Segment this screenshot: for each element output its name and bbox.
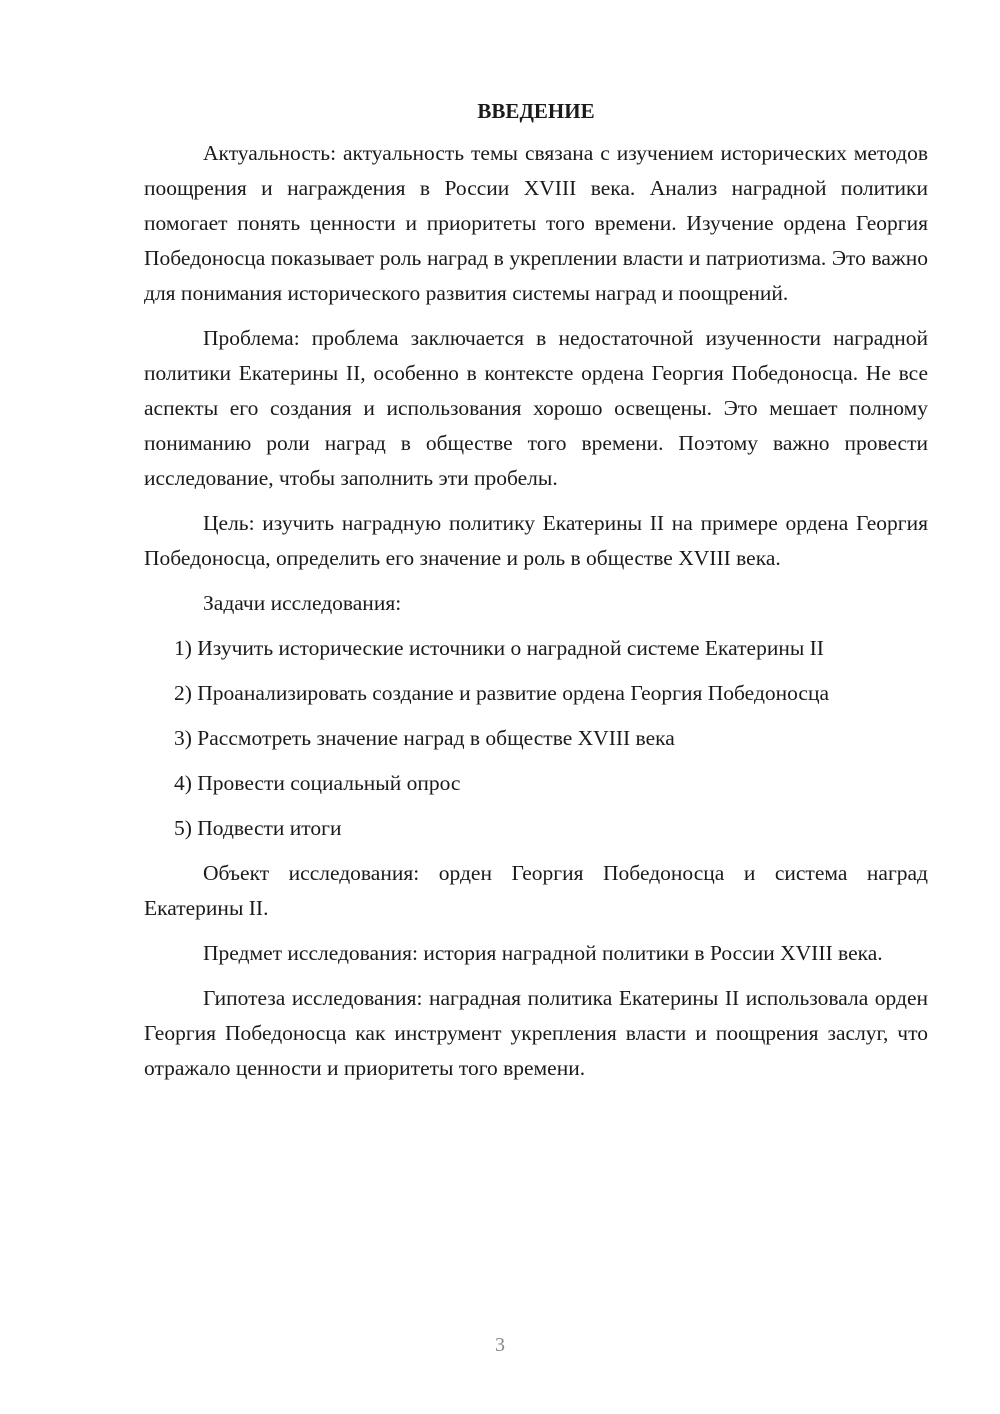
list-item: 5) Подвести итоги	[174, 816, 342, 840]
tasks-list	[144, 631, 928, 846]
paragraph-subject: Предмет исследования: история наградной политики в России XVIII века.	[203, 941, 883, 965]
list-item: 1) Изучить исторические источники о наградной системе Екатерины II	[174, 636, 824, 660]
paragraph-problem: Проблема: проблема заключается в недостаточной изученности наградной политики Екатерины II, особенно в контексте ордена Георгия Победоносца. Не все аспекты его создания и использования хорошо освещены. Это мешает полному пониманию роли наград в обществе того времени. Поэтому важно провести исследование, чтобы заполнить эти пробелы.	[144, 326, 928, 490]
list-item: 4) Провести социальный опрос	[174, 771, 461, 795]
page-number: 3	[495, 1334, 505, 1356]
paragraph-hypothesis: Гипотеза исследования: наградная политика Екатерины II использовала орден Георгия Победоносца как инструмент укрепления власти и поощрения заслуг, что отражало ценности и приоритеты того времени.	[144, 986, 928, 1080]
paragraph-relevance: Актуальность: актуальность темы связана с изучением исторических методов поощрения и награждения в России XVIII века. Анализ наградной политики помогает понять ценности и приоритеты того времени. Изучение ордена Георгия Победоносца показывает роль наград в укреплении власти и патриотизма. Это важно для понимания исторического развития системы наград и поощрений.	[144, 141, 928, 305]
paragraph-object: Объект исследования: орден Георгия Победоносца и система наград Екатерины II.	[144, 861, 928, 920]
section-heading: ВВЕДЕНИЕ	[477, 99, 595, 123]
list-item: 2) Проанализировать создание и развитие ордена Георгия Победоносца	[174, 681, 830, 705]
document-page	[144, 96, 928, 1096]
list-item: 3) Рассмотреть значение наград в обществе XVIII века	[174, 726, 675, 750]
tasks-heading: Задачи исследования:	[203, 591, 402, 615]
paragraph-goal: Цель: изучить наградную политику Екатерины II на примере ордена Георгия Победоносца, определить его значение и роль в обществе XVIII века.	[144, 511, 928, 570]
